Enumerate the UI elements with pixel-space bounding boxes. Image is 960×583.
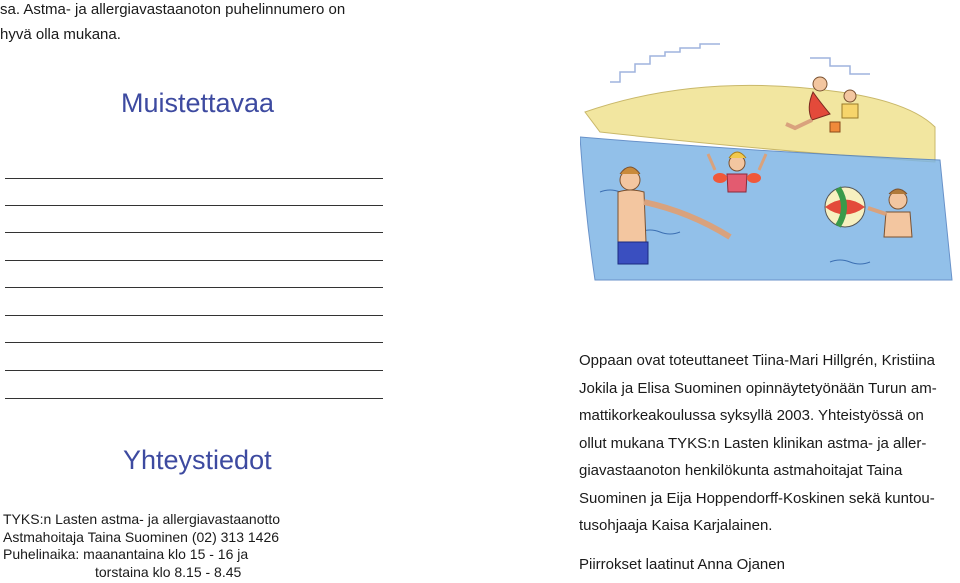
intro-line: hyvä olla mukana. [0, 26, 121, 43]
note-line [5, 287, 383, 288]
credits-line: Oppaan ovat toteuttaneet Tiina-Mari Hillgrén, Kristiina [579, 352, 936, 369]
intro-text [0, 0, 420, 47]
credits-line: giavastaanoton henkilökunta astmahoitajat Taina [579, 462, 903, 479]
contacts-heading: Yhteystiedot [123, 445, 272, 475]
note-line [5, 260, 383, 261]
swimming-illustration [580, 42, 960, 282]
credits-line: Jokila ja Elisa Suominen opinnäytetyönään Turun am- [579, 379, 937, 397]
credits-text [579, 347, 959, 578]
intro-line: sa. Astma- ja allergiavastaanoton puhelinnumero on [0, 1, 346, 18]
note-line [5, 232, 383, 233]
credits-line: tusohjaaja Kaisa Karjalainen. [579, 517, 773, 534]
contact-line: TYKS:n Lasten astma- ja allergiavastaanotto [3, 511, 281, 527]
illustrator-credit: Piirrokset laatinut Anna Ojanen [579, 555, 785, 573]
contact-line: torstaina klo 8.15 - 8.45 [95, 563, 242, 580]
contact-line: Astmahoitaja Taina Suominen (02) 313 1426 [3, 528, 280, 545]
credits-line: Suominen ja Eija Hoppendorff-Koskinen sekä kuntou- [579, 489, 935, 507]
note-line [5, 398, 383, 399]
credits-line: ollut mukana TYKS:n Lasten klinikan astma- ja aller- [579, 434, 927, 452]
contact-info [3, 511, 333, 581]
beach-ball [825, 187, 865, 227]
contact-line: Puhelinaika: maanantaina klo 15 - 16 ja [3, 546, 249, 562]
note-line [5, 315, 383, 316]
building-outline [810, 58, 870, 74]
note-line [5, 178, 383, 179]
building-outline [610, 44, 720, 82]
note-line [5, 342, 383, 343]
credits-line: mattikorkeakoulussa syksyllä 2003. Yhteistyössä on [579, 407, 924, 424]
note-line [5, 205, 383, 206]
note-line [5, 370, 383, 371]
notes-heading: Muistettavaa [121, 88, 275, 118]
